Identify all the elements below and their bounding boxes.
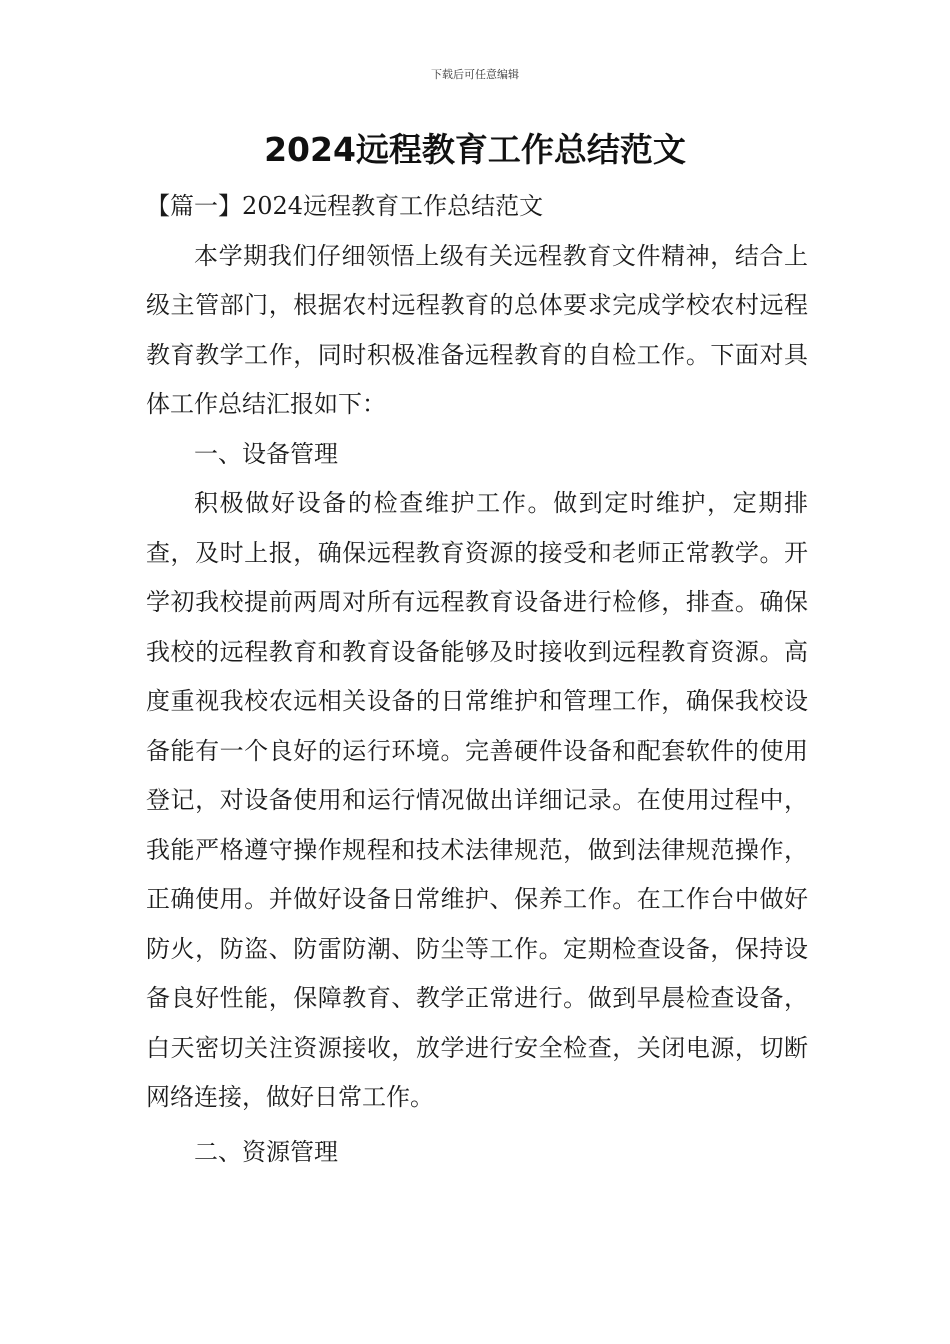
document-subtitle: 【篇一】2024远程教育工作总结范文 xyxy=(146,192,544,220)
document-title: 2024远程教育工作总结范文 xyxy=(264,130,686,169)
header-note: 下载后可任意编辑 xyxy=(431,68,519,81)
equipment-paragraph: 积极做好设备的检查维护工作。做到定时维护，定期排查，及时上报，确保远程教育资源的接受和老师正常教学。开学初我校提前两周对所有远程教育设备进行检修，排查。确保我校的远程教育和教育设备能够及时接收到远程教育资源。高度重视我校农远相关设备的日常维护和管理工作，确保我校设备能有一个良好的运行环境。完善硬件设备和配套软件的使用登记，对设备使用和运行情况做出详细记录。在使用过程中，我能严格遵守操作规程和技术法律规范，做到法律规范操作，正确使用。并做好设备日常维护、保养工作。在工作台中做好防火，防盗、防雷防潮、防尘等工作。定期检查设备，保持设备良好性能，保障教育、教学正常进行。做到早晨检查设备，白天密切关注资源接收，放学进行安全检查，关闭电源，切断网络连接，做好日常工作。 xyxy=(146,489,808,1111)
section-heading-equipment: 一、设备管理 xyxy=(194,439,338,468)
intro-paragraph: 本学期我们仔细领悟上级有关远程教育文件精神，结合上级主管部门，根据农村远程教育的总体要求完成学校农村远程教育教学工作，同时积极准备远程教育的自检工作。下面对具体工作总结汇报如下： xyxy=(146,241,808,418)
section-heading-resources: 二、资源管理 xyxy=(194,1137,338,1166)
document-body xyxy=(146,182,808,1177)
